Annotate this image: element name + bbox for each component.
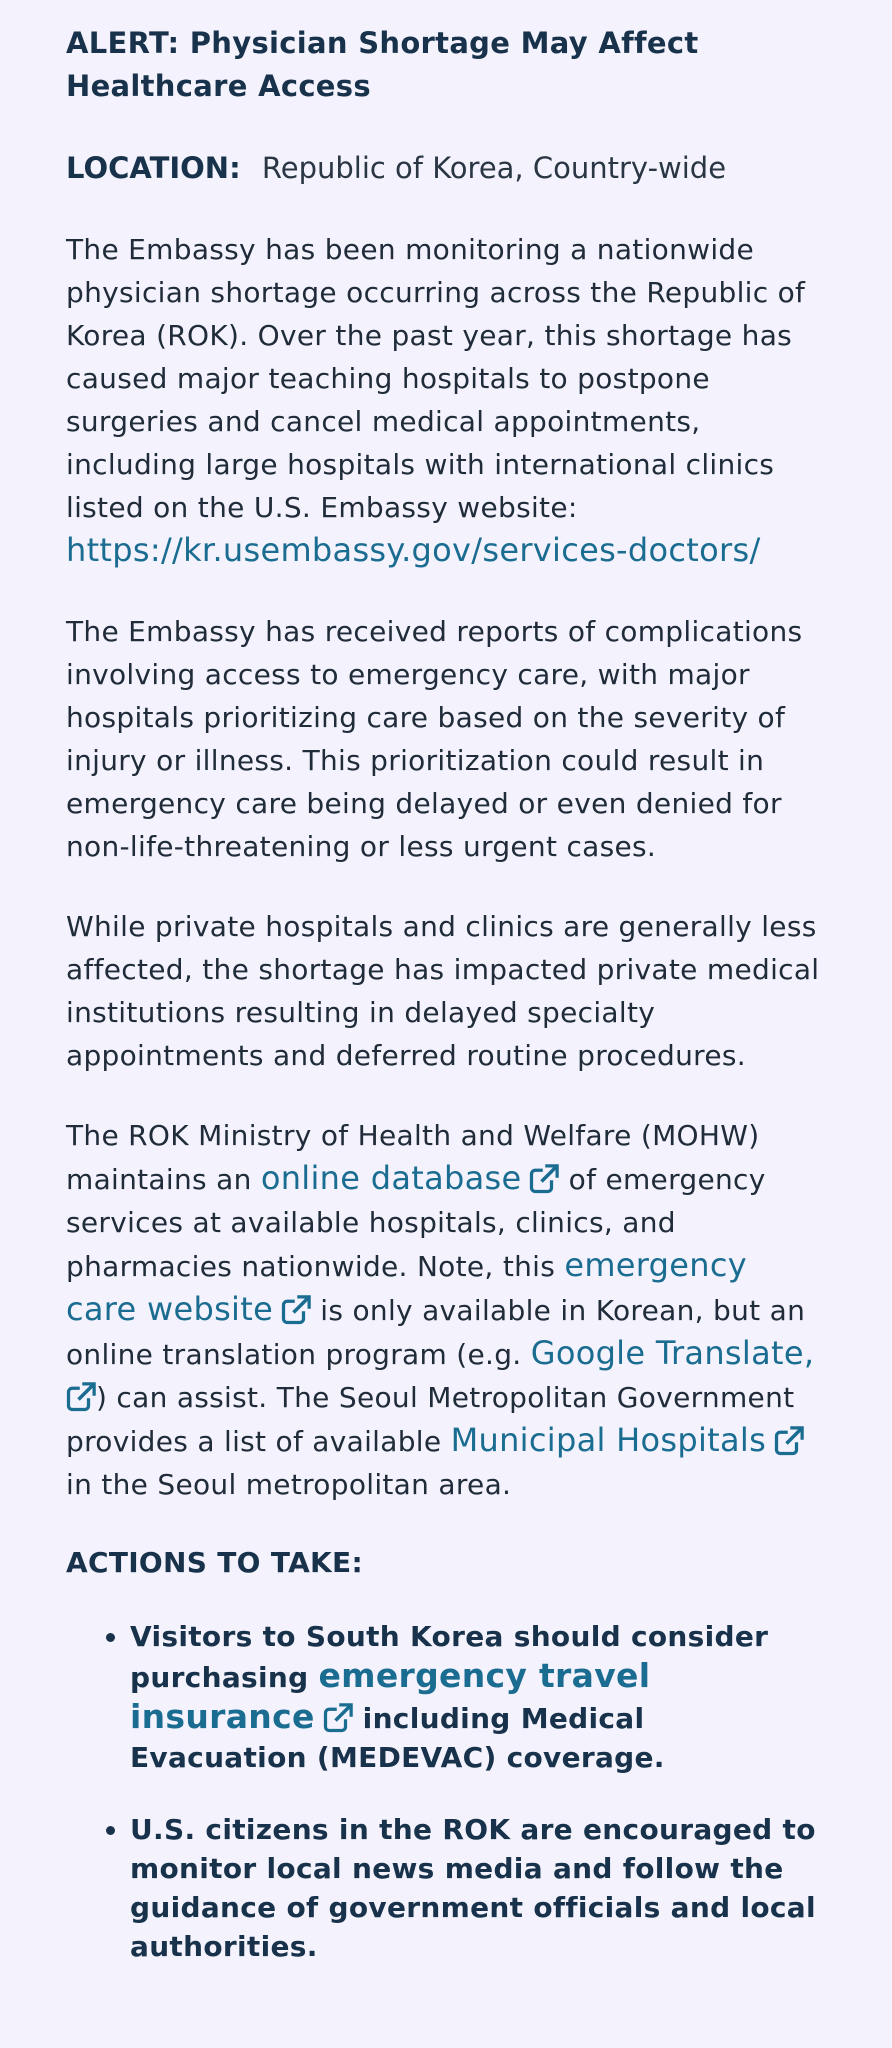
action-item-insurance-text-1: Visitors to South Korea should consider purchasing: [130, 1620, 769, 1694]
travel-insurance-link[interactable]: emergency travel insurance: [130, 1656, 651, 1736]
mohw-text-1: The ROK Ministry of Health and Welfare (MOHW) maintains an: [66, 1119, 760, 1196]
location-line: [66, 148, 826, 188]
actions-heading: ACTIONS TO TAKE:: [66, 1546, 363, 1579]
paragraph-private: While private hospitals and clinics are generally less affected, the shortage has impacted private medical institutions resulting in delayed specialty appointments and deferred routine procedures.: [66, 910, 820, 1072]
mohw-text-5: in the Seoul metropolitan area.: [66, 1468, 512, 1501]
action-item-insurance-text-2: including Medical Evacuation (MEDEVAC) coverage.: [130, 1702, 665, 1774]
actions-list: [66, 1617, 826, 1966]
online-database-link[interactable]: online database: [260, 1159, 522, 1197]
action-item-insurance: [130, 1617, 826, 1777]
paragraph-shortage-text: The Embassy has been monitoring a nationwide physician shortage occurring across the Republic of Korea (ROK). Over the past year, this shortage has caused major teaching hospitals to postpone surgeries and cancel medical appointments, including large hospitals with international clinics listed on the U.S. Embassy website:: [66, 233, 806, 524]
action-item-monitor: • U.S. citizens in the ROK are encouraged to monitor local news media and follow the guidance of government officials and local authorities.: [130, 1810, 826, 1966]
location-value: Republic of Korea, Country-wide: [261, 151, 727, 185]
external-link-icon[interactable]: [66, 1382, 96, 1412]
municipal-hospitals-link[interactable]: Municipal Hospitals: [450, 1421, 767, 1459]
paragraph-emergency: The Embassy has received reports of complications involving access to emergency care, with major hospitals prioritizing care based on the severity of injury or illness. This prioritization could result in emergency care being delayed or even denied for non-life-threatening or less urgent cases.: [66, 615, 803, 863]
location-label: LOCATION:: [66, 151, 241, 185]
emergency-care-website-link[interactable]: emergency care website: [66, 1246, 747, 1328]
google-translate-link[interactable]: Google Translate,: [530, 1334, 815, 1372]
external-link-icon[interactable]: [323, 1703, 353, 1733]
external-link-icon[interactable]: [774, 1426, 804, 1456]
embassy-doctors-link[interactable]: https://kr.usembassy.gov/services-doctors/: [66, 531, 761, 569]
external-link-icon[interactable]: [529, 1164, 559, 1194]
paragraph-shortage: [66, 228, 826, 573]
external-link-icon[interactable]: [281, 1295, 311, 1325]
alert-title: ALERT: Physician Shortage May Affect Healthcare Access: [66, 26, 699, 103]
mohw-text-4: ) can assist. The Seoul Metropolitan Government provides a list of available: [66, 1381, 795, 1458]
mohw-text-2: of emergency services at available hospitals, clinics, and pharmacies nationwide. Note, this: [66, 1163, 766, 1283]
paragraph-mohw: [66, 1114, 826, 1506]
mohw-text-3: is only available in Korean, but an online translation program (e.g.: [66, 1294, 806, 1371]
